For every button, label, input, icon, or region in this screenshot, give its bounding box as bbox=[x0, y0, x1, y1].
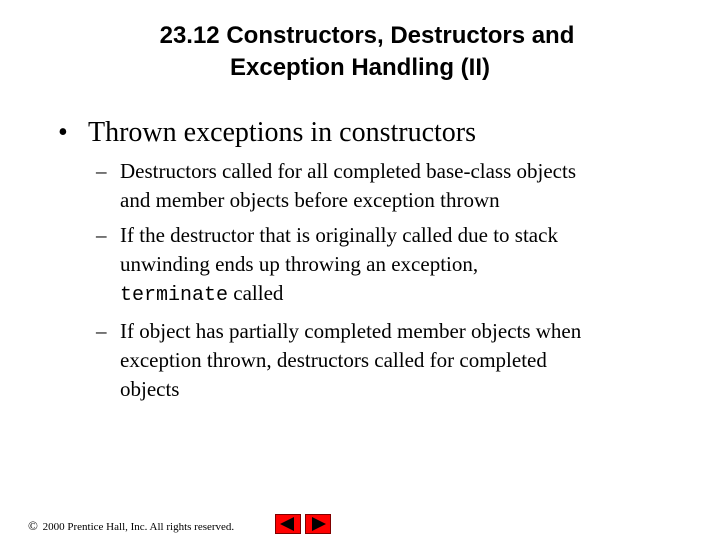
sub-bullet-1-line-1: Destructors called for all completed base-class objects bbox=[120, 159, 576, 183]
dash-marker: – bbox=[96, 319, 107, 343]
sub-bullet-2-line-3 bbox=[120, 279, 666, 310]
dash-marker: – bbox=[96, 159, 107, 183]
sub-bullet-list bbox=[96, 157, 666, 404]
previous-slide-button[interactable] bbox=[275, 514, 301, 534]
sub-bullet-2-line-2: unwinding ends up throwing an exception, bbox=[120, 252, 479, 276]
title-line-2: Exception Handling (II) bbox=[229, 54, 490, 81]
copyright-footer bbox=[28, 519, 234, 534]
dash-marker: – bbox=[96, 223, 107, 247]
slide-title bbox=[0, 20, 720, 84]
sub-bullet-2 bbox=[96, 221, 666, 310]
main-bullet-text: Thrown exceptions in constructors bbox=[88, 117, 477, 148]
code-terminate: terminate bbox=[120, 284, 229, 307]
copyright-icon: © bbox=[28, 518, 38, 533]
sub-bullet-3-line-1: If object has partially completed member objects when bbox=[120, 319, 582, 343]
sub-bullet-3-line-3: objects bbox=[120, 377, 180, 401]
sub-bullet-3-line-2: exception thrown, destructors called for completed bbox=[120, 348, 547, 372]
bullet-marker: • bbox=[58, 117, 68, 148]
sub-bullet-1 bbox=[96, 157, 666, 215]
sub-bullet-2-line-1: If the destructor that is originally called due to stack bbox=[120, 223, 558, 247]
sub-bullet-1-line-2: and member objects before exception thrown bbox=[120, 188, 500, 212]
sub-bullet-3 bbox=[96, 317, 666, 404]
left-triangle-arrow-icon bbox=[276, 515, 300, 533]
sub-bullet-2-line-3-rest: called bbox=[228, 281, 284, 305]
next-slide-button[interactable] bbox=[305, 514, 331, 534]
title-line-1: 23.12 Constructors, Destructors and bbox=[159, 22, 575, 49]
main-bullet bbox=[58, 116, 476, 150]
copyright-text: 2000 Prentice Hall, Inc. All rights reserved. bbox=[39, 521, 235, 533]
right-triangle-arrow-icon bbox=[306, 515, 330, 533]
